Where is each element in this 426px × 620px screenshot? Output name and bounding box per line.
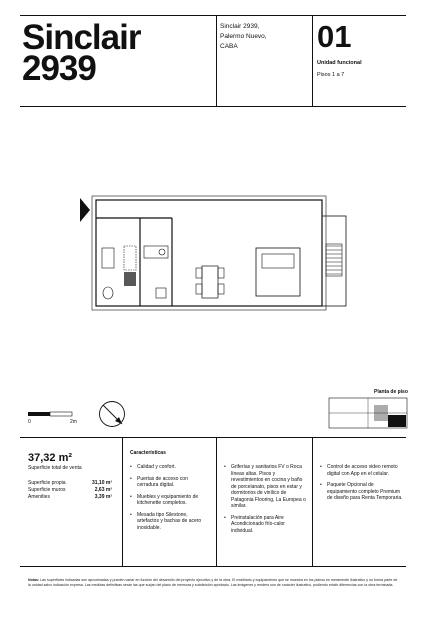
feature-item: • Muebles y equipamiento de kitchenette completos. [130, 494, 210, 507]
floor-plan [72, 188, 352, 320]
features-column-2 [224, 464, 306, 539]
address [220, 22, 267, 52]
feature-item: • Mesada tipo Silestone, artefactos y bachas de acero inoxidable. [130, 512, 210, 532]
area-row-label: Amenities [28, 494, 50, 500]
header-divider-2 [312, 15, 313, 106]
info-divider-2 [216, 437, 217, 566]
unit-label: Unidad funcional [317, 60, 362, 66]
notes-text: Las superficies indicadas son aproximadas y pueden variar en función del desarrollo del proyecto ejecutivo y de la obra. El mobiliario y equipamiento que se muestra en los planos es meramente ilustrativo y no forma parte de la unidad salvo indicación expresa. Las medidas definitivas serán las que surjan del plano de mensura y subdivisión aprobado. Las imágenes y renders son de carácter ilustrativo, pudiendo existir diferencias con la obra terminada. [28, 578, 398, 588]
area-row [28, 494, 112, 501]
feature-item: • Puertas de acceso con cerradura digital. [130, 476, 210, 489]
features-column-3 [320, 464, 404, 507]
area-row [28, 480, 112, 487]
scale-start-label: 0 [28, 419, 31, 425]
unit-floors: Pisos 1 a 7 [317, 72, 345, 78]
north-arrow-icon [98, 400, 126, 428]
address-line-3: CABA [220, 43, 238, 50]
feature-item: • Paquete Opcional de equipamiento completo Premium de diseño para Renta Temporaria. [320, 482, 404, 502]
feature-item: • Calidad y confort. [130, 464, 210, 471]
features-title: Características [130, 450, 166, 456]
address-line-2: Palermo Nuevo, [220, 33, 267, 40]
info-top-rule [20, 437, 406, 438]
brand-logo [22, 18, 141, 88]
legal-notes [28, 578, 400, 588]
area-row-value: 31,10 m² [91, 480, 112, 486]
scale-end-label: 2m [70, 419, 77, 425]
brand-line-2: 2939 [22, 49, 96, 88]
feature-item: • Preinstalación para Aire Acondicionado frío-calor individual. [224, 515, 306, 535]
key-plan [328, 397, 408, 429]
feature-item: • Griferías y sanitarios FV o Roca líneas altas. Pisos y revestimientos en cocina y baño de porcelanato, pisos en estar y dormitorios de vinílico de Patagonia Flooring, La Europea o similar. [224, 464, 306, 510]
area-row-value: 3,39 m² [94, 494, 112, 500]
scale-bar [28, 410, 84, 418]
header-bottom-rule [20, 106, 406, 107]
features-column-1 [130, 464, 210, 536]
total-area: 37,32 m² [28, 452, 73, 464]
top-rule [20, 15, 406, 16]
area-row-value: 2,63 m² [94, 487, 112, 493]
area-row-label: Superficie propia [28, 480, 66, 486]
unit-number: 01 [317, 19, 352, 54]
info-bottom-rule [20, 566, 406, 567]
info-divider-1 [122, 437, 123, 566]
key-plan-label: Planta de piso [374, 389, 408, 395]
info-divider-3 [312, 437, 313, 566]
area-row [28, 487, 112, 494]
area-breakdown [28, 480, 112, 501]
area-row-label: Superficie muros [28, 487, 66, 493]
header-divider-1 [216, 15, 217, 106]
feature-item: • Control de acceso video remoto digital con App en el celular. [320, 464, 404, 477]
brand-line-1: Sinclair [22, 18, 141, 57]
address-line-1: Sinclair 2939, [220, 23, 260, 30]
total-area-label: Superficie total de venta [28, 465, 82, 471]
notes-label: Notas: [28, 578, 40, 582]
